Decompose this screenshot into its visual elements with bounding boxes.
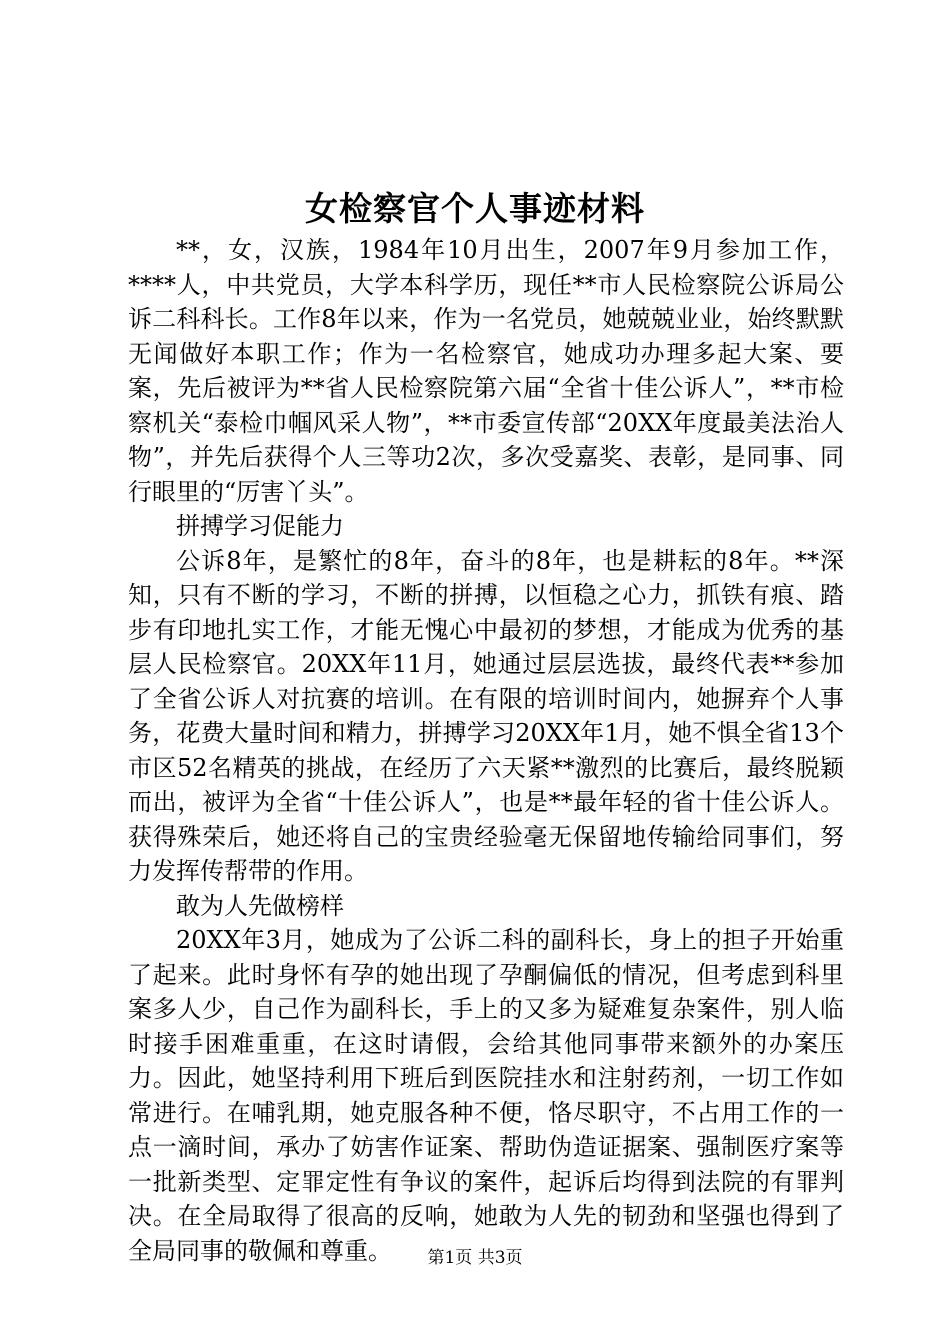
intro-paragraph: **，女，汉族，1984年10月出生，2007年9月参加工作，****人，中共党员，大学本科学历，现任**市人民检察院公诉局公诉二科科长。工作8年以来，作为一名党员，她兢兢业业，始终默默无闻做好本职工作；作为一名检察官，她成功办理多起大案、要案，先后被评为**省人民检察院第六届“全省十佳公诉人”，**市检察机关“泰检巾帼风采人物”，**市委宣传部“20XX年度最美法治人物”，并先后获得个人三等功2次，多次受嘉奖、表彰，是同事、同行眼里的“厉害丫头”。 [128,236,844,506]
document-title: 女检察官个人事迹材料 [305,189,645,228]
section-heading-study: 拼搏学习促能力 [176,512,344,540]
document-body [128,233,844,1268]
section-heading-example: 敢为人先做榜样 [176,891,344,920]
example-paragraph: 20XX年3月，她成为了公诉二科的副科长，身上的担子开始重了起来。此时身怀有孕的她出现了孕酮偏低的情况，但考虑到科里案多人少，自己作为副科长，手上的又多为疑难复杂案件，别人临时接手困难重重，在这时请假，会给其他同事带来额外的办案压力。因此，她坚持利用下班后到医院挂水和注射药剂，一切工作如常进行。在哺乳期，她克服各种不便，恪尽职守，不占用工作的一点一滴时间，承办了妨害作证案、帮助伪造证据案、强制医疗案等一批新类型、定罪定性有争议的案件，起诉后均得到法院的有罪判决。在全局取得了很高的反响，她敢为人先的韧劲和坚强也得到了全局同事的敬佩和尊重。 [128,926,844,1265]
page-number-footer: 第1页 共3页 [427,1248,523,1268]
study-paragraph: 公诉8年，是繁忙的8年，奋斗的8年，也是耕耘的8年。**深知，只有不断的学习，不断的拼搏，以恒稳之心力，抓铁有痕、踏步有印地扎实工作，才能无愧心中最初的梦想，才能成为优秀的基层人民检察官。20XX年11月，她通过层层选拔，最终代表**参加了全省公诉人对抗赛的培训。在有限的培训时间内，她摒弃个人事务，花费大量时间和精力，拼搏学习20XX年1月，她不惧全省13个市区52名精英的挑战，在经历了六天紧**激烈的比赛后，最终脱颖而出，被评为全省“十佳公诉人”，也是**最年轻的省十佳公诉人。获得殊荣后，她还将自己的宝贵经验毫无保留地传输给同事们，努力发挥传帮带的作用。 [128,546,844,885]
